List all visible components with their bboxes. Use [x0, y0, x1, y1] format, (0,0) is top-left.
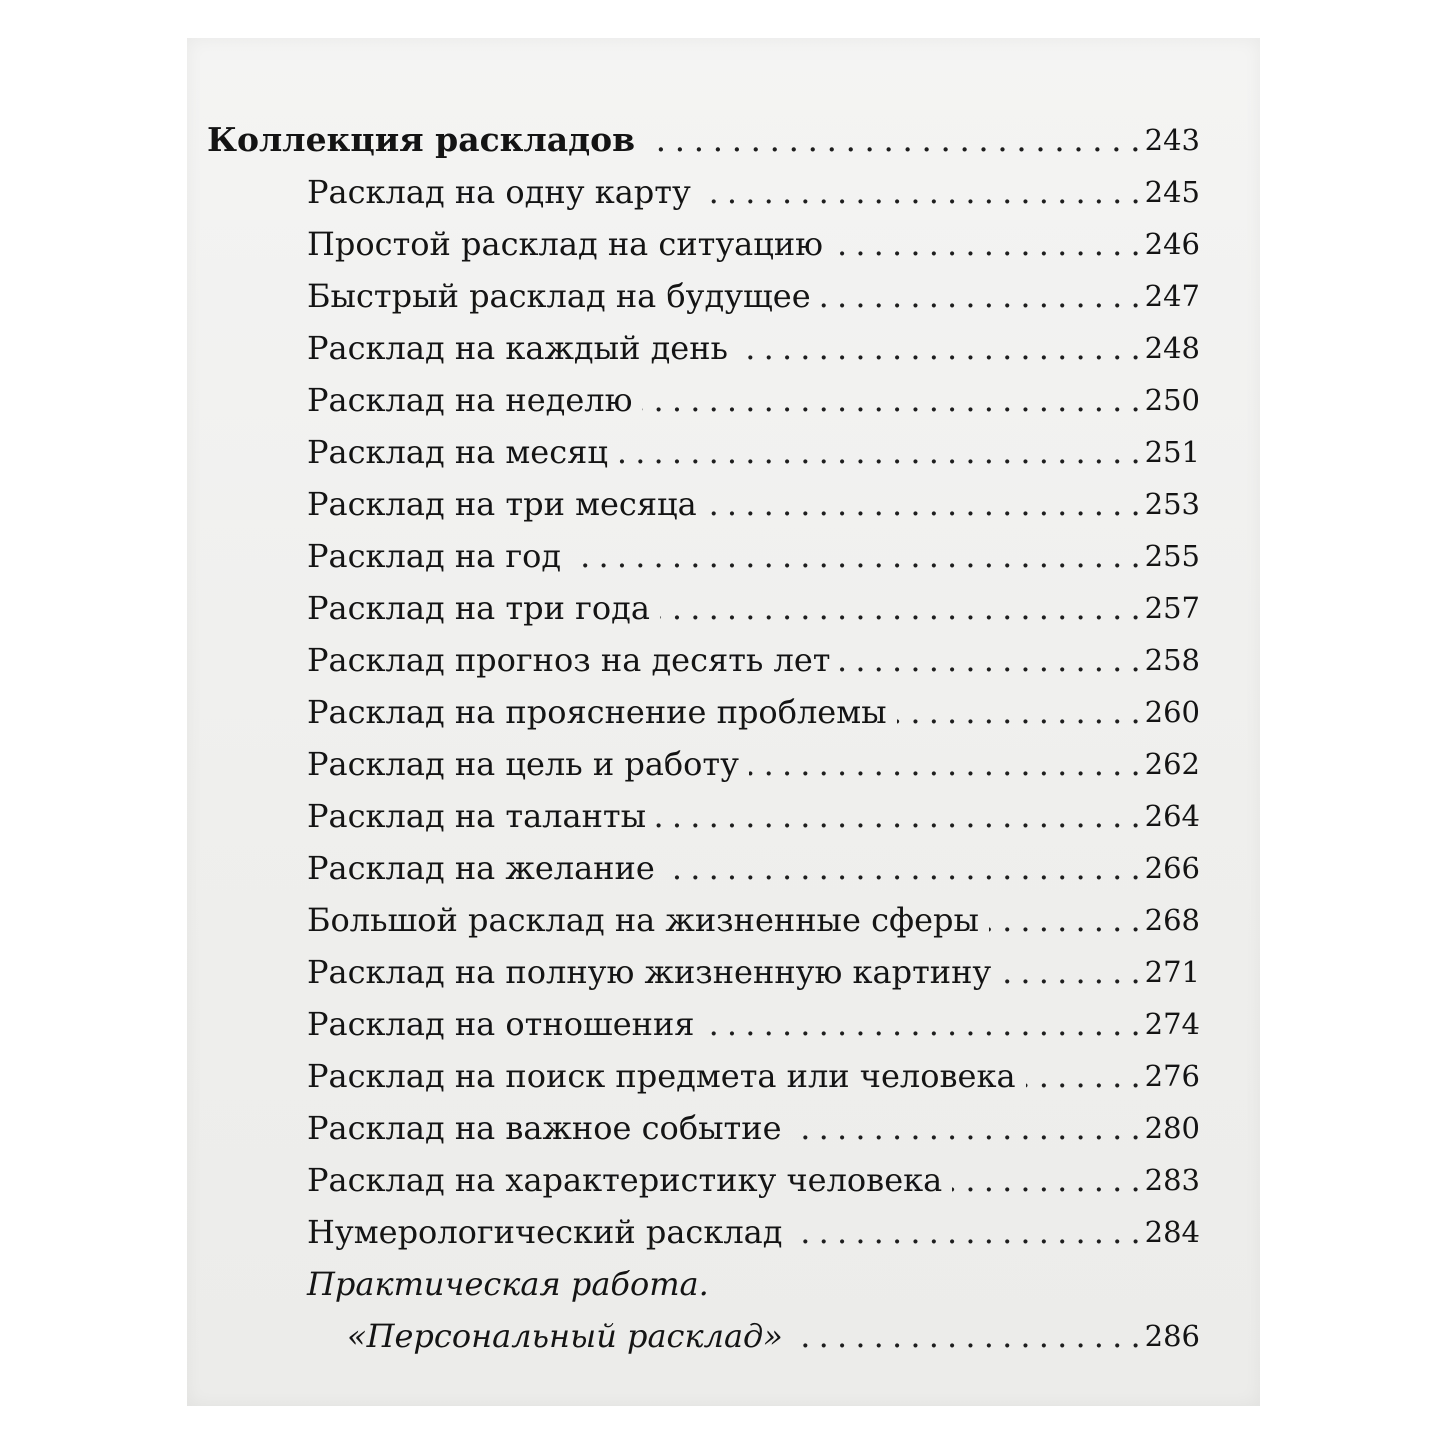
- toc-entry: [307, 472, 1200, 524]
- toc-entry-page: 255: [1144, 539, 1200, 573]
- toc-entry-page: 246: [1144, 227, 1200, 261]
- toc-entry-title: Большой расклад на жизненные сферы: [307, 901, 979, 939]
- toc-entry-page: 250: [1144, 383, 1200, 417]
- toc-practical-title: Практическая работа.: [307, 1265, 709, 1303]
- toc-heading-row: [207, 108, 1200, 160]
- toc-entry: [307, 160, 1200, 212]
- toc-entry-title: Расклад на цель и работу: [307, 745, 739, 783]
- dot-leader: [665, 848, 1141, 888]
- toc-entry-title: Расклад на три года: [307, 589, 650, 627]
- toc-entry-page: 271: [1144, 955, 1200, 989]
- toc-entry: [307, 576, 1200, 628]
- toc-entry-title: Расклад на каждый день: [307, 329, 728, 367]
- toc-entry-page: 266: [1144, 851, 1200, 885]
- toc-entry-title: Расклад на прояснение проблемы: [307, 693, 887, 731]
- toc-entry-page: 262: [1144, 747, 1200, 781]
- toc-entry-page: 260: [1144, 695, 1200, 729]
- toc-entry: [307, 836, 1200, 888]
- dot-leader: [707, 484, 1141, 524]
- toc-entry: [307, 732, 1200, 784]
- toc-entry-title: Расклад на год: [307, 537, 562, 575]
- dot-leader: [897, 692, 1141, 732]
- toc-entry-title: Расклад на характеристику человека: [307, 1161, 943, 1199]
- toc-entry: [307, 368, 1200, 420]
- dot-leader: [645, 120, 1141, 160]
- toc-entry-page: 280: [1144, 1111, 1200, 1145]
- dot-leader: [792, 1108, 1141, 1148]
- book-page: [187, 38, 1260, 1406]
- toc-entry-page: 268: [1144, 903, 1200, 937]
- toc-entry-page: 245: [1144, 175, 1200, 209]
- toc-entry-title: Простой расклад на ситуацию: [307, 225, 824, 263]
- toc-entry-page: 257: [1144, 591, 1200, 625]
- toc-entry: [307, 1096, 1200, 1148]
- toc-entry: [307, 628, 1200, 680]
- dot-leader: [571, 536, 1141, 576]
- dot-leader: [642, 380, 1140, 420]
- dot-leader: [793, 1316, 1141, 1356]
- toc-entry: [307, 992, 1200, 1044]
- table-of-contents: [187, 38, 1260, 1406]
- toc-entry-title: Нумерологический расклад: [307, 1213, 783, 1251]
- toc-entry-title: Расклад на таланты: [307, 797, 647, 835]
- toc-entry-title: Расклад на отношения: [307, 1005, 695, 1043]
- dot-leader: [792, 1212, 1140, 1252]
- toc-heading-page: 243: [1144, 123, 1200, 157]
- toc-practical-line1: [307, 1252, 1200, 1304]
- toc-entry: [307, 784, 1200, 836]
- toc-heading-title: Коллекция раскладов: [207, 120, 636, 159]
- toc-entry: [307, 1044, 1200, 1096]
- toc-entry-title: Расклад на три месяца: [307, 485, 697, 523]
- toc-entry-title: Расклад на важное событие: [307, 1109, 782, 1147]
- dot-leader: [701, 172, 1141, 212]
- dot-leader: [660, 588, 1141, 628]
- dot-leader: [952, 1160, 1140, 1200]
- toc-entry-title: Расклад на одну карту: [307, 173, 691, 211]
- dot-leader: [1026, 1056, 1141, 1096]
- toc-entry-page: 248: [1144, 331, 1200, 365]
- toc-entry-title: Расклад на неделю: [307, 381, 633, 419]
- toc-entry-page: 251: [1144, 435, 1200, 469]
- dot-leader: [749, 744, 1141, 784]
- toc-entry-title: Расклад на месяц: [307, 433, 608, 471]
- toc-entry: [307, 212, 1200, 264]
- toc-entry: [307, 680, 1200, 732]
- toc-entry: [307, 1148, 1200, 1200]
- toc-entry-page: 284: [1144, 1215, 1200, 1249]
- toc-entry-page: 258: [1144, 643, 1200, 677]
- toc-entry: [307, 524, 1200, 576]
- dot-leader: [840, 640, 1140, 680]
- toc-entry: [307, 420, 1200, 472]
- toc-entry-page: 274: [1144, 1007, 1200, 1041]
- toc-entry-title: Расклад прогноз на десять лет: [307, 641, 831, 679]
- toc-entry-title: Расклад на поиск предмета или человека: [307, 1057, 1016, 1095]
- dot-leader: [1001, 952, 1140, 992]
- dot-leader: [618, 432, 1141, 472]
- dot-leader: [989, 900, 1141, 940]
- dot-leader: [656, 796, 1141, 836]
- toc-practical-line2: [347, 1304, 1200, 1356]
- toc-entry-title: Расклад на желание: [307, 849, 655, 887]
- toc-entry-page: 253: [1144, 487, 1200, 521]
- toc-entry-page: 264: [1144, 799, 1200, 833]
- toc-entry: [307, 1200, 1200, 1252]
- toc-entry-page: 247: [1144, 279, 1200, 313]
- toc-entry-title: Быстрый расклад на будущее: [307, 277, 811, 315]
- toc-entry: [307, 264, 1200, 316]
- toc-entry-page: 276: [1144, 1059, 1200, 1093]
- dot-leader: [738, 328, 1141, 368]
- toc-entry-title: Расклад на полную жизненную картину: [307, 953, 992, 991]
- dot-leader: [821, 276, 1141, 316]
- toc-entry: [307, 888, 1200, 940]
- dot-leader: [704, 1004, 1140, 1044]
- toc-practical-page: 286: [1144, 1319, 1200, 1353]
- toc-entry: [307, 940, 1200, 992]
- dot-leader: [833, 224, 1141, 264]
- toc-entry-page: 283: [1144, 1163, 1200, 1197]
- toc-practical-subtitle: «Персональный расклад»: [347, 1317, 783, 1355]
- toc-entry: [307, 316, 1200, 368]
